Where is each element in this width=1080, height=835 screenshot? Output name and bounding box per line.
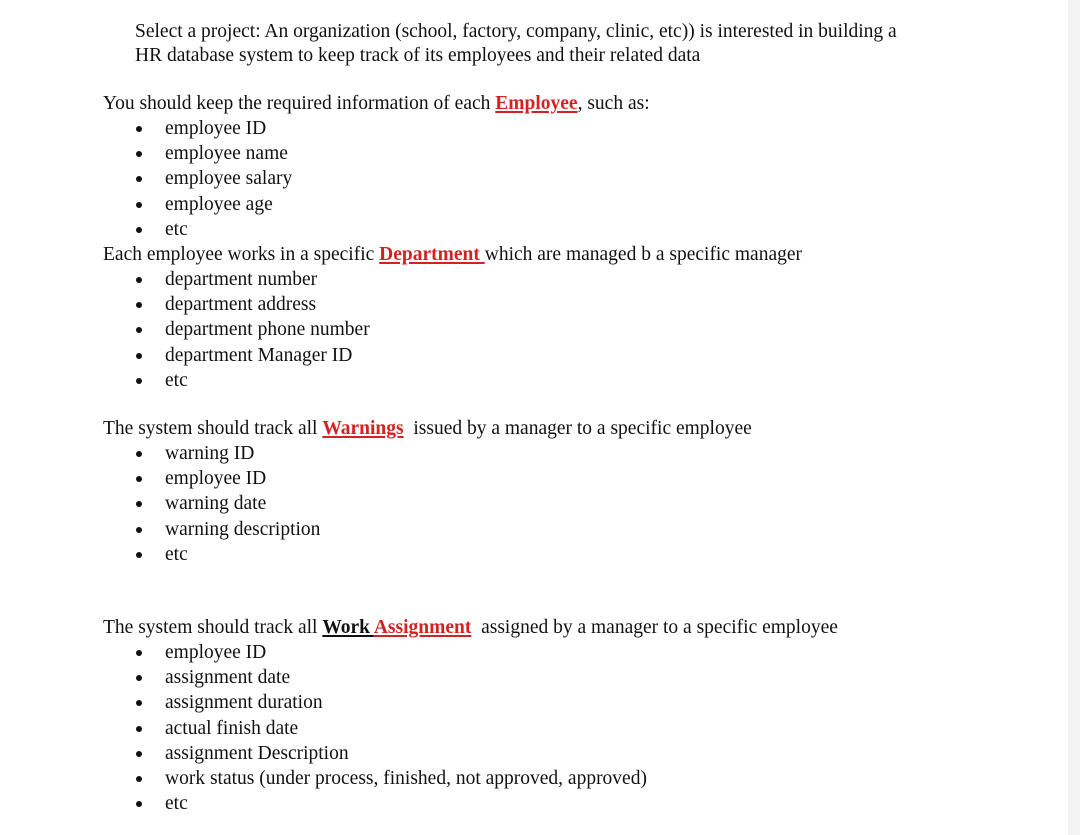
heading-text: The system should track all	[103, 617, 323, 638]
list-item: department phone number	[103, 317, 1043, 342]
list-item: employee name	[103, 141, 1043, 166]
list-item: employee ID	[103, 116, 1043, 141]
list-item: department address	[103, 292, 1043, 317]
heading-text: Each employee works in a specific	[103, 244, 380, 265]
list-item: warning date	[103, 491, 1043, 516]
list-item: etc	[103, 542, 1043, 567]
intro-line-1: Select a project: An organization (school, factory, company, clinic, etc)) is interested in building a	[135, 21, 897, 42]
list-item: department Manager ID	[103, 343, 1043, 368]
list-item: department number	[103, 267, 1043, 292]
list-item: warning description	[103, 517, 1043, 542]
heading-text: You should keep the required information of each	[103, 93, 496, 114]
list-item: employee age	[103, 192, 1043, 217]
heading-text: The system should track all	[103, 418, 323, 439]
department-section	[103, 242, 1043, 393]
assignment-keyword: Assignment	[373, 617, 472, 638]
list-item: employee ID	[103, 466, 1043, 491]
department-attribute-list	[103, 267, 1043, 393]
list-item: warning ID	[103, 441, 1043, 466]
employee-attribute-list	[103, 116, 1043, 242]
list-item: etc	[103, 791, 1043, 816]
list-item: actual finish date	[103, 716, 1043, 741]
list-item: etc	[103, 217, 1043, 242]
work-assignment-section	[103, 615, 1043, 816]
work-assignment-heading	[103, 615, 1043, 640]
work-keyword: Work	[322, 617, 374, 638]
warnings-keyword: Warnings	[322, 418, 404, 439]
employee-heading	[103, 91, 1043, 116]
employee-section	[103, 91, 1043, 242]
list-item: assignment Description	[103, 741, 1043, 766]
employee-keyword: Employee	[495, 93, 578, 114]
list-item: employee ID	[103, 640, 1043, 665]
warnings-section	[103, 416, 1043, 567]
department-keyword: Department	[379, 244, 485, 265]
list-item: assignment duration	[103, 690, 1043, 715]
intro-line-2: HR database system to keep track of its employees and their related data	[135, 45, 701, 66]
list-item: assignment date	[103, 665, 1043, 690]
department-heading	[103, 242, 1043, 267]
project-intro	[135, 20, 1035, 68]
list-item: work status (under process, finished, not approved, approved)	[103, 766, 1043, 791]
list-item: employee salary	[103, 166, 1043, 191]
heading-text: , such as:	[577, 93, 650, 114]
warnings-attribute-list	[103, 441, 1043, 567]
warnings-heading	[103, 416, 1043, 441]
heading-text: which are managed b a specific manager	[484, 244, 803, 265]
heading-text: assigned by a manager to a specific employee	[471, 617, 838, 638]
heading-text: issued by a manager to a specific employee	[403, 418, 752, 439]
work-assignment-attribute-list	[103, 640, 1043, 816]
list-item: etc	[103, 368, 1043, 393]
